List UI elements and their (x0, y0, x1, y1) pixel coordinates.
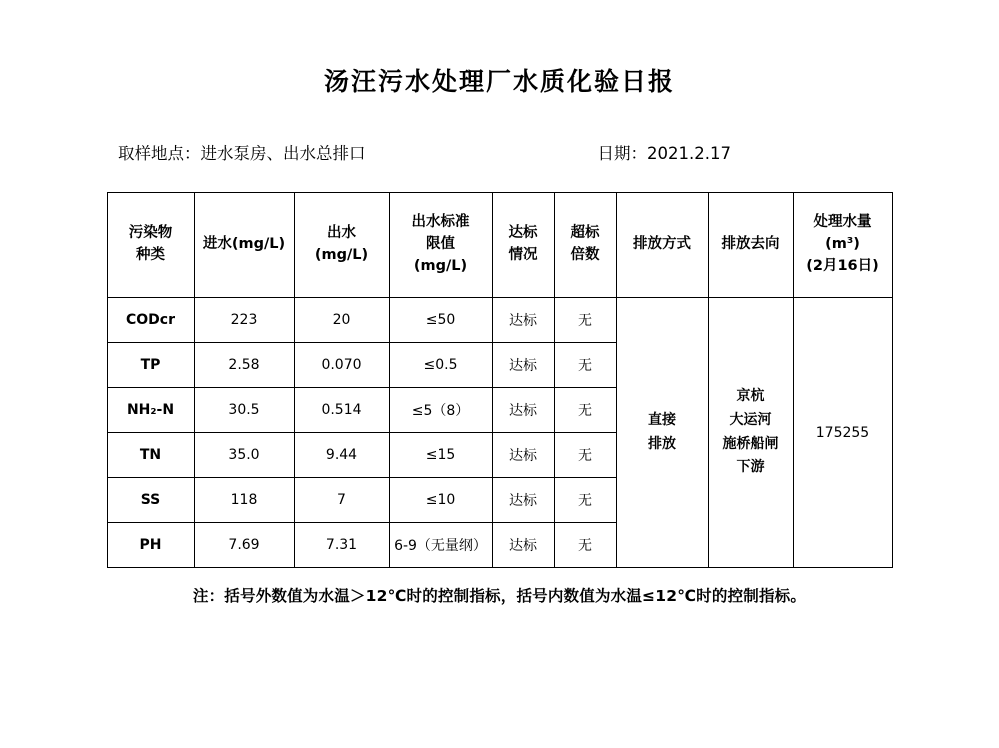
cell-effluent: 7 (294, 478, 389, 523)
cell-standard: ≤50 (389, 298, 492, 343)
cell-exceed: 无 (554, 388, 616, 433)
cell-influent: 2.58 (194, 343, 294, 388)
footnote: 注：括号外数值为水温＞12℃时的控制指标，括号内数值为水温≤12℃时的控制指标。 (192, 587, 807, 605)
cell-pollutant: TP (107, 343, 194, 388)
cell-exceed: 无 (554, 478, 616, 523)
cell-standard: ≤5（8） (389, 388, 492, 433)
cell-exceed: 无 (554, 433, 616, 478)
cell-effluent: 0.070 (294, 343, 389, 388)
cell-compliance: 达标 (492, 298, 554, 343)
table-row (107, 298, 892, 343)
cell-pollutant: TN (107, 433, 194, 478)
report-date: 日期：2021.2.17 (597, 144, 731, 163)
cell-treated-volume: 175255 (793, 298, 892, 568)
cell-compliance: 达标 (492, 388, 554, 433)
header-standard-limit: 出水标准 限值 (mg/L) (389, 193, 492, 298)
table-header-row (107, 193, 892, 298)
cell-discharge-method: 直接 排放 (616, 298, 708, 568)
cell-standard: ≤15 (389, 433, 492, 478)
cell-effluent: 9.44 (294, 433, 389, 478)
cell-exceed: 无 (554, 298, 616, 343)
header-influent: 进水(mg/L) (194, 193, 294, 298)
cell-influent: 118 (194, 478, 294, 523)
page-title: 汤汪污水处理厂水质化验日报 (323, 67, 675, 96)
table-header (107, 193, 892, 298)
table-body (107, 298, 892, 568)
cell-influent: 7.69 (194, 523, 294, 568)
cell-pollutant: CODcr (107, 298, 194, 343)
cell-standard: 6-9（无量纲） (389, 523, 492, 568)
cell-exceed: 无 (554, 523, 616, 568)
cell-standard: ≤10 (389, 478, 492, 523)
water-quality-table (107, 192, 893, 568)
cell-effluent: 20 (294, 298, 389, 343)
meta-row (0, 140, 999, 164)
report-page (0, 62, 999, 748)
cell-pollutant: NH₂-N (107, 388, 194, 433)
cell-compliance: 达标 (492, 433, 554, 478)
header-discharge-method: 排放方式 (616, 193, 708, 298)
header-effluent: 出水 (mg/L) (294, 193, 389, 298)
cell-standard: ≤0.5 (389, 343, 492, 388)
cell-exceed: 无 (554, 343, 616, 388)
cell-discharge-destination: 京杭 大运河 施桥船闸 下游 (708, 298, 793, 568)
cell-effluent: 7.31 (294, 523, 389, 568)
cell-influent: 30.5 (194, 388, 294, 433)
header-exceed-factor: 超标 倍数 (554, 193, 616, 298)
cell-influent: 35.0 (194, 433, 294, 478)
cell-compliance: 达标 (492, 523, 554, 568)
header-compliance: 达标 情况 (492, 193, 554, 298)
header-discharge-destination: 排放去向 (708, 193, 793, 298)
header-pollutant: 污染物 种类 (107, 193, 194, 298)
cell-pollutant: PH (107, 523, 194, 568)
header-treated-volume: 处理水量 (m³) (2月16日) (793, 193, 892, 298)
cell-influent: 223 (194, 298, 294, 343)
cell-compliance: 达标 (492, 343, 554, 388)
cell-compliance: 达标 (492, 478, 554, 523)
sampling-location: 取样地点：进水泵房、出水总排口 (118, 144, 366, 163)
cell-pollutant: SS (107, 478, 194, 523)
cell-effluent: 0.514 (294, 388, 389, 433)
